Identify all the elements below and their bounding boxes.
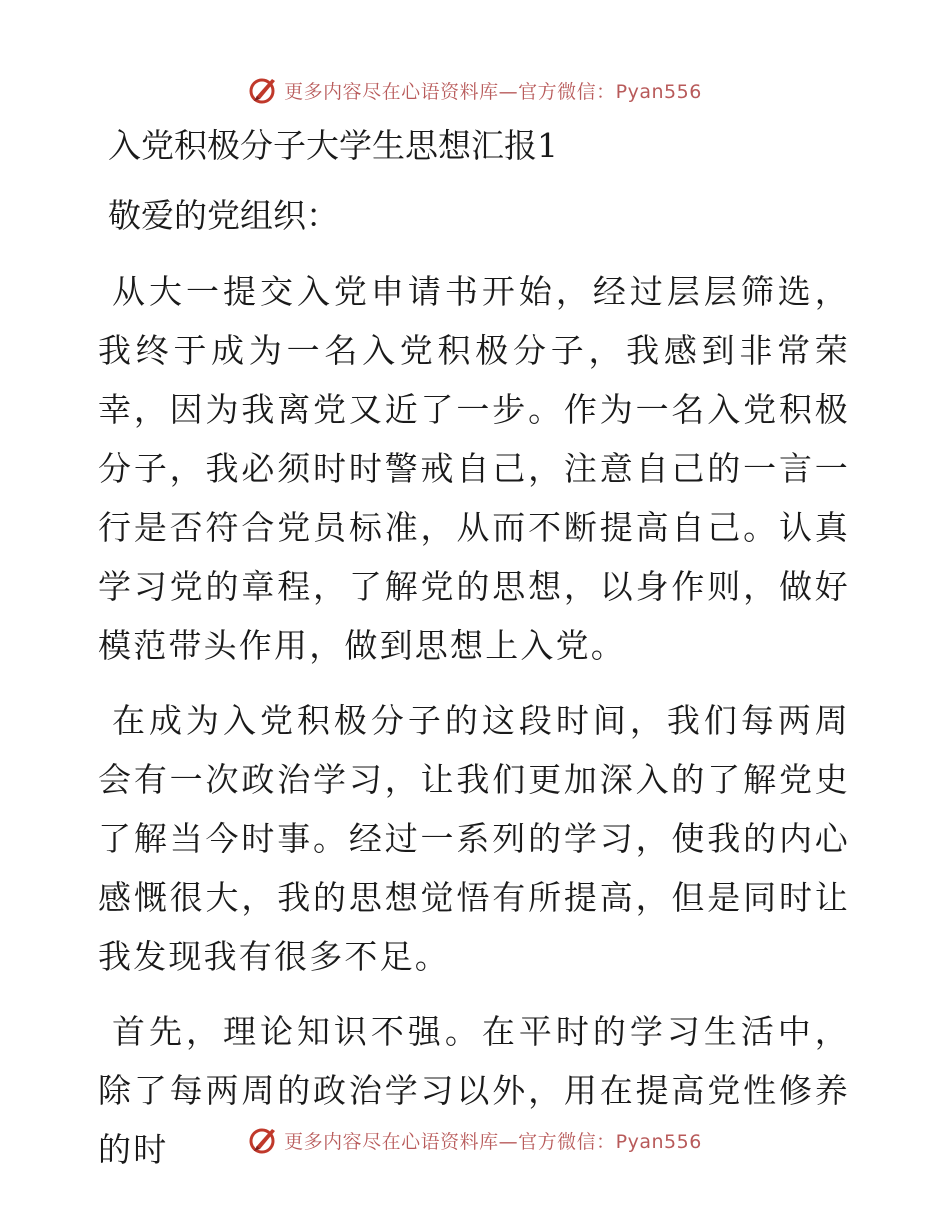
footer-banner (0, 1120, 950, 1160)
footer-banner-text: 更多内容尽在心语资料库—官方微信：Pyan556 (284, 1130, 702, 1153)
quill-pen-logo-icon (248, 75, 278, 105)
header-banner (0, 70, 950, 110)
header-banner-text: 更多内容尽在心语资料库—官方微信：Pyan556 (284, 80, 702, 103)
paragraph: 从大一提交入党申请书开始，经过层层筛选，我终于成为一名入党积极分子，我感到非常荣幸，因为我离党又近了一步。作为一名入党积极分子，我必须时时警戒自己，注意自己的一言一行是否符合党员标准，从而不断提高自己。认真学习党的章程，了解党的思想，以身作则，做好模范带头作用，做到思想上入党。 (98, 272, 850, 665)
salutation: 敬爱的党组织： (108, 196, 339, 235)
document-body (98, 118, 850, 1195)
paragraph: 首先，理论知识不强。在平时的学习生活中，除了每两周的政治学习以外，用在提高党性修养的时 (98, 1012, 850, 1169)
document-title: 入党积极分子大学生思想汇报1 (108, 126, 558, 165)
paragraph: 在成为入党积极分子的这段时间，我们每两周会有一次政治学习，让我们更加深入的了解党史了解当今时事。经过一系列的学习，使我的内心感慨很大，我的思想觉悟有所提高，但是同时让我发现我有很多不足。 (98, 701, 850, 976)
quill-pen-logo-icon (248, 1125, 278, 1155)
